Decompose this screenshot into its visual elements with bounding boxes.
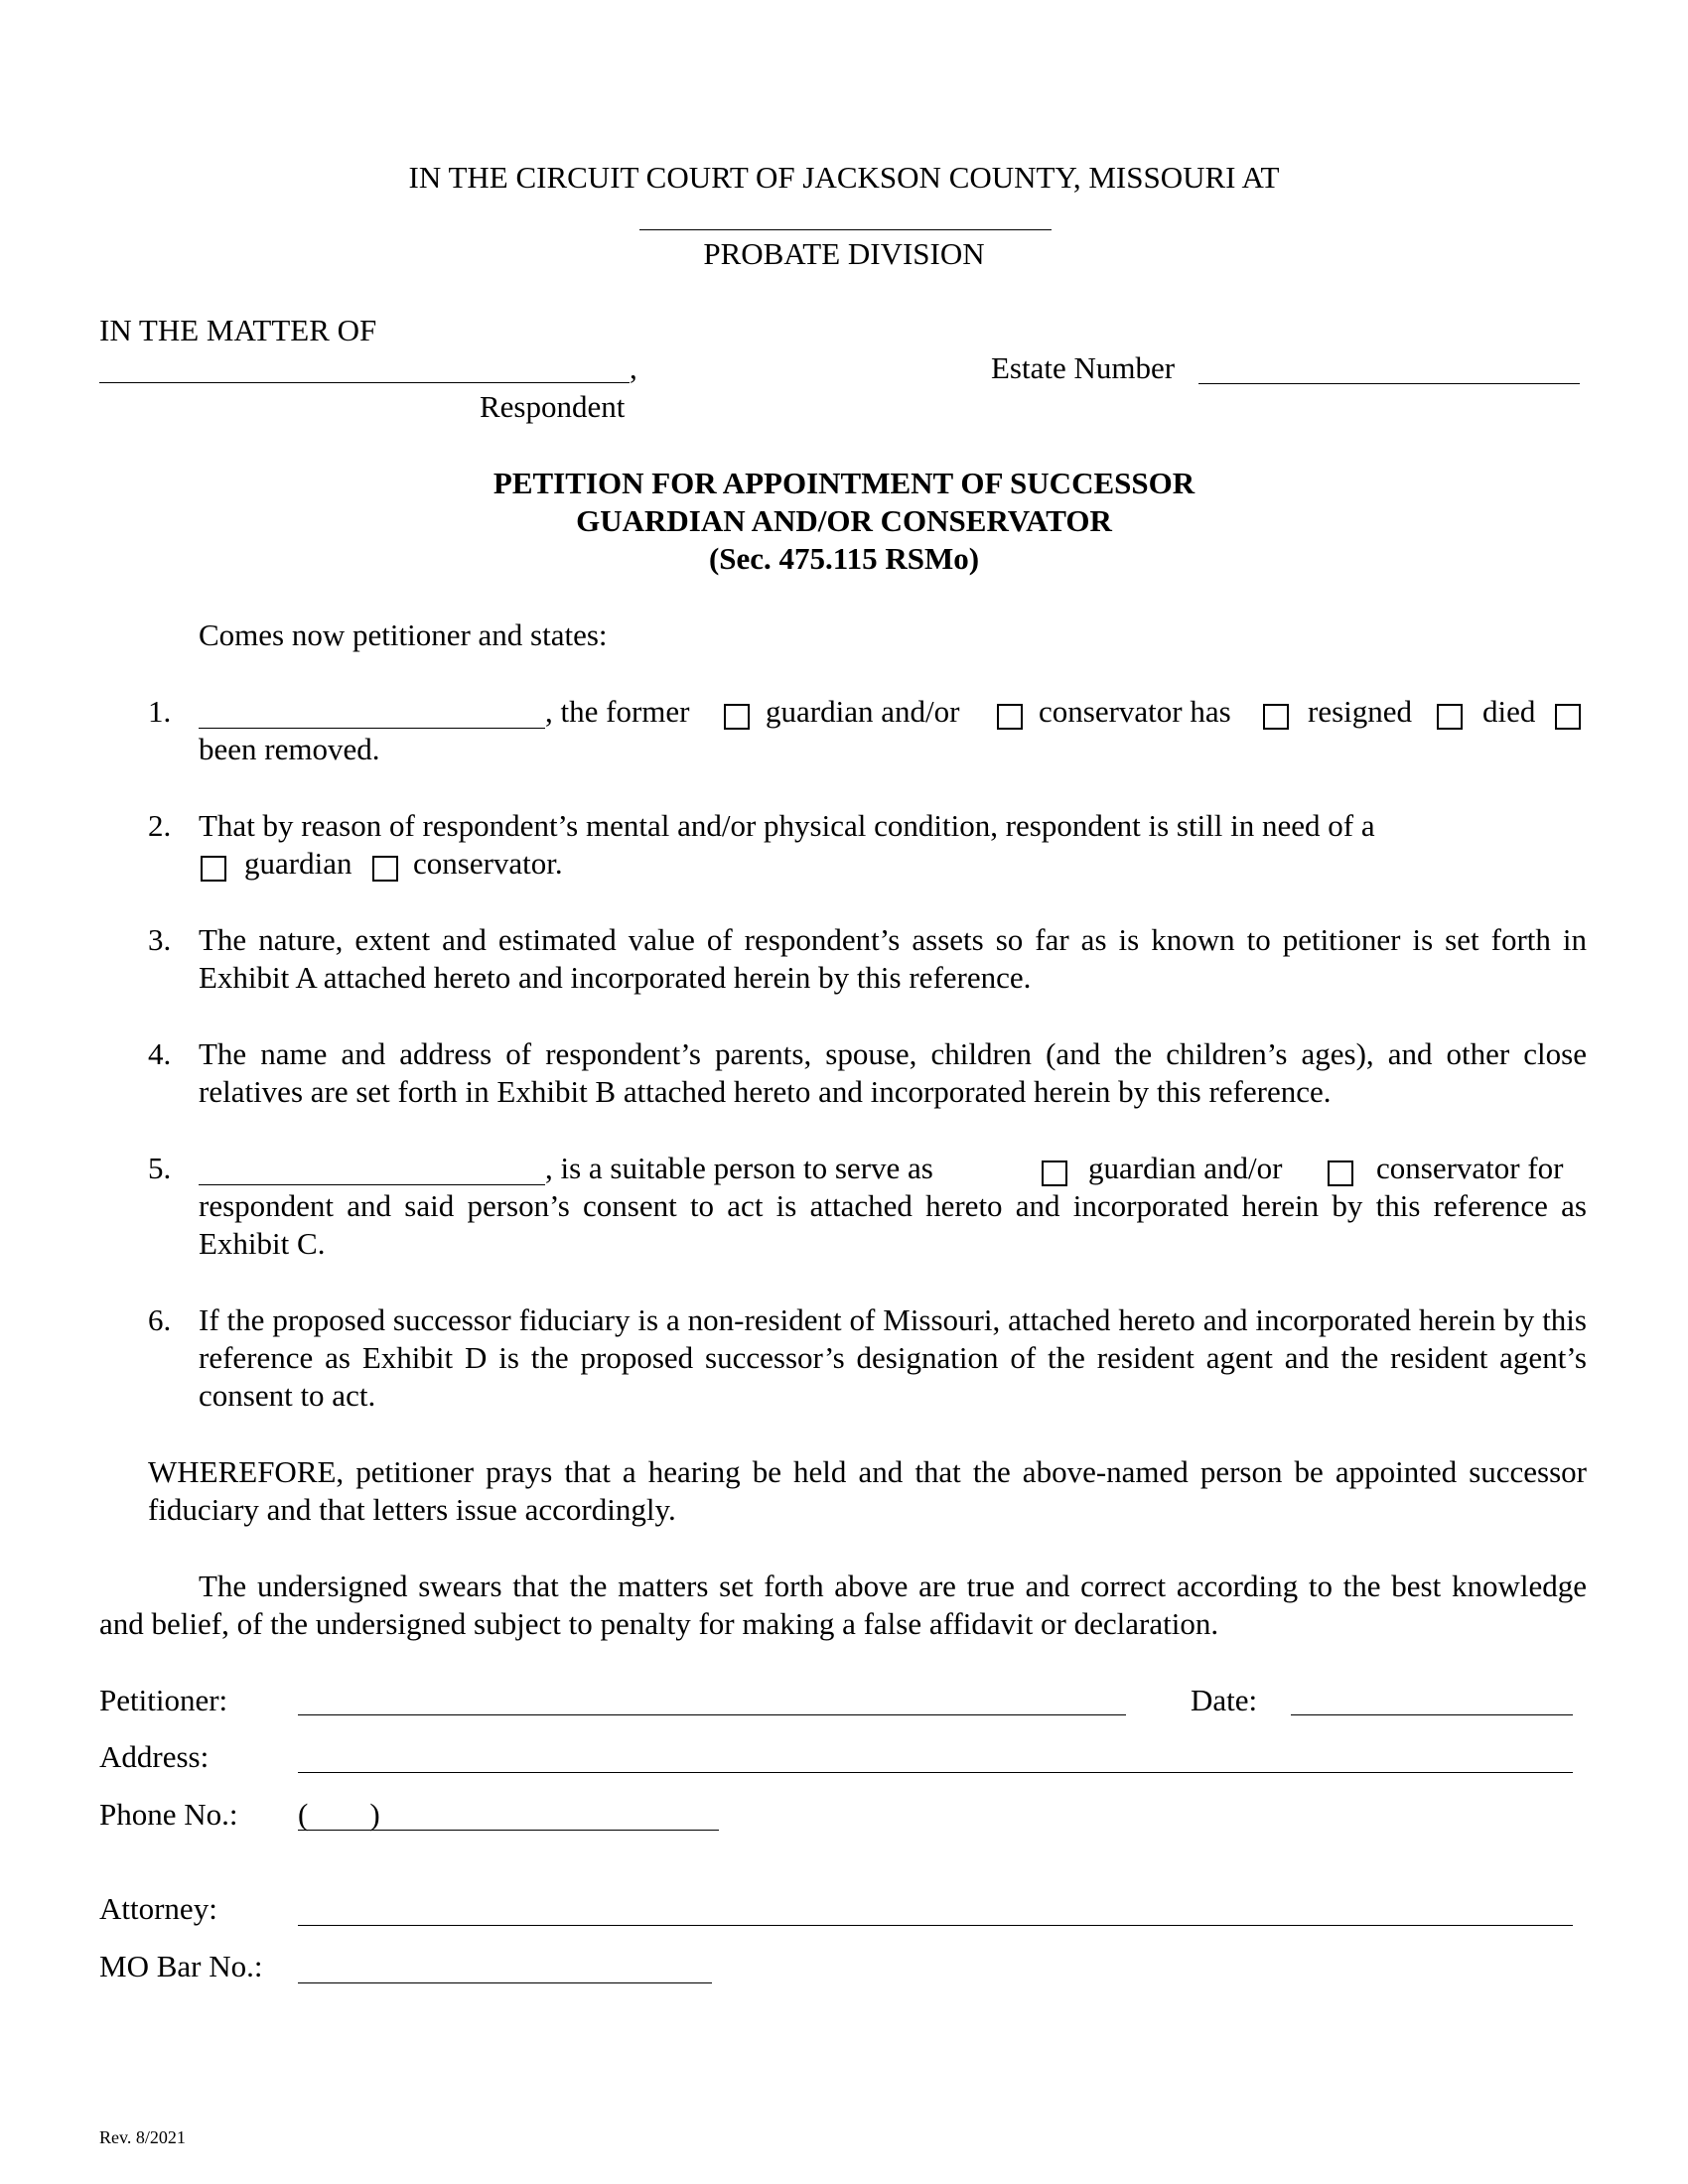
date-label: Date: xyxy=(1191,1683,1258,1717)
respondent-comma: , xyxy=(630,350,637,385)
phone-line[interactable] xyxy=(298,1830,719,1831)
division-heading: PROBATE DIVISION xyxy=(703,236,985,271)
oath-statement: The undersigned swears that the matters set forth above are true and correct according to the best knowledge and belief, of the undersigned subject to penalty for making a false affidavit or declaration. xyxy=(99,1569,1587,1641)
petition-title-line1: PETITION FOR APPOINTMENT OF SUCCESSOR xyxy=(492,466,1196,500)
successor-guardian-label: guardian and/or xyxy=(1088,1151,1283,1185)
mo-bar-line[interactable] xyxy=(298,1982,712,1983)
removed-checkbox[interactable] xyxy=(1555,697,1581,735)
needed-guardian-checkbox[interactable] xyxy=(201,849,226,887)
court-location-line[interactable] xyxy=(639,229,1052,230)
item-3-number: 3. xyxy=(148,922,172,957)
petitioner-label: Petitioner: xyxy=(99,1683,228,1717)
phone-label: Phone No.: xyxy=(99,1797,238,1832)
estate-number-label: Estate Number xyxy=(991,350,1176,385)
revision-note: Rev. 8/2021 xyxy=(99,2127,186,2147)
petition-title-line2: GUARDIAN AND/OR CONSERVATOR xyxy=(576,503,1112,538)
phone-area-code: ( ) xyxy=(298,1797,380,1832)
former-conservator-label: conservator has xyxy=(1039,694,1231,729)
item-4-text: The name and address of respondent’s parents, spouse, children (and the children’s ages), and other close relatives are set forth in Exhibit B attached hereto and incorporated herein by this reference. xyxy=(199,1036,1587,1109)
wherefore-clause: WHEREFORE, petitioner prays that a hearing be held and that the above-named person be appointed successor fiduciary and that letters issue accordingly. xyxy=(148,1454,1587,1527)
item-2-number: 2. xyxy=(148,808,172,843)
successor-guardian-checkbox[interactable] xyxy=(1042,1154,1067,1191)
date-line[interactable] xyxy=(1291,1714,1573,1715)
item-2-text: That by reason of respondent’s mental and/or physical condition, respondent is still in need of a xyxy=(199,808,1375,843)
address-label: Address: xyxy=(99,1739,210,1774)
item-6-text: If the proposed successor fiduciary is a non-resident of Missouri, attached hereto and incorporated herein by this reference as Exhibit D is the proposed successor’s designation of the resident agent and the resident agent’s consent to act. xyxy=(199,1302,1587,1413)
respondent-label: Respondent xyxy=(480,389,626,424)
item-5-text: respondent and said person’s consent to act is attached hereto and incorporated herein by this reference as Exhibit C. xyxy=(199,1188,1587,1261)
resigned-label: resigned xyxy=(1308,694,1413,729)
court-heading: IN THE CIRCUIT COURT OF JACKSON COUNTY, MISSOURI AT xyxy=(408,160,1280,195)
former-fiduciary-line[interactable] xyxy=(199,728,545,729)
died-checkbox[interactable] xyxy=(1437,697,1463,735)
died-label: died xyxy=(1482,694,1536,729)
estate-number-line[interactable] xyxy=(1198,383,1580,384)
successor-conservator-checkbox[interactable] xyxy=(1328,1154,1353,1191)
intro-text: Comes now petitioner and states: xyxy=(199,617,608,652)
former-guardian-checkbox[interactable] xyxy=(724,697,750,735)
needed-guardian-label: guardian xyxy=(244,846,352,881)
successor-name-line[interactable] xyxy=(199,1184,545,1185)
successor-conservator-label: conservator for xyxy=(1376,1151,1564,1185)
petitioner-signature-line[interactable] xyxy=(298,1714,1126,1715)
item-1-number: 1. xyxy=(148,694,172,729)
attorney-line[interactable] xyxy=(298,1925,1573,1926)
item-4-number: 4. xyxy=(148,1036,172,1071)
needed-conservator-checkbox[interactable] xyxy=(372,849,398,887)
respondent-name-line[interactable] xyxy=(99,382,630,383)
item-3-text: The nature, extent and estimated value of respondent’s assets so far as is known to petitioner is set forth in Exhibit A attached hereto and incorporated herein by this reference. xyxy=(199,922,1587,995)
petition-title-statute: (Sec. 475.115 RSMo) xyxy=(708,541,980,576)
matter-of-label: IN THE MATTER OF xyxy=(99,313,377,347)
address-line[interactable] xyxy=(298,1772,1573,1773)
item-5-number: 5. xyxy=(148,1151,172,1185)
item-6-number: 6. xyxy=(148,1302,172,1337)
item-5-suitable-text: , is a suitable person to serve as xyxy=(545,1151,933,1185)
mo-bar-label: MO Bar No.: xyxy=(99,1949,263,1983)
needed-conservator-label: conservator. xyxy=(413,846,563,881)
resigned-checkbox[interactable] xyxy=(1263,697,1289,735)
former-conservator-checkbox[interactable] xyxy=(997,697,1023,735)
former-guardian-label: guardian and/or xyxy=(766,694,960,729)
attorney-label: Attorney: xyxy=(99,1891,217,1926)
removed-label: been removed. xyxy=(199,732,380,766)
item-1-former-text: , the former xyxy=(545,694,690,729)
